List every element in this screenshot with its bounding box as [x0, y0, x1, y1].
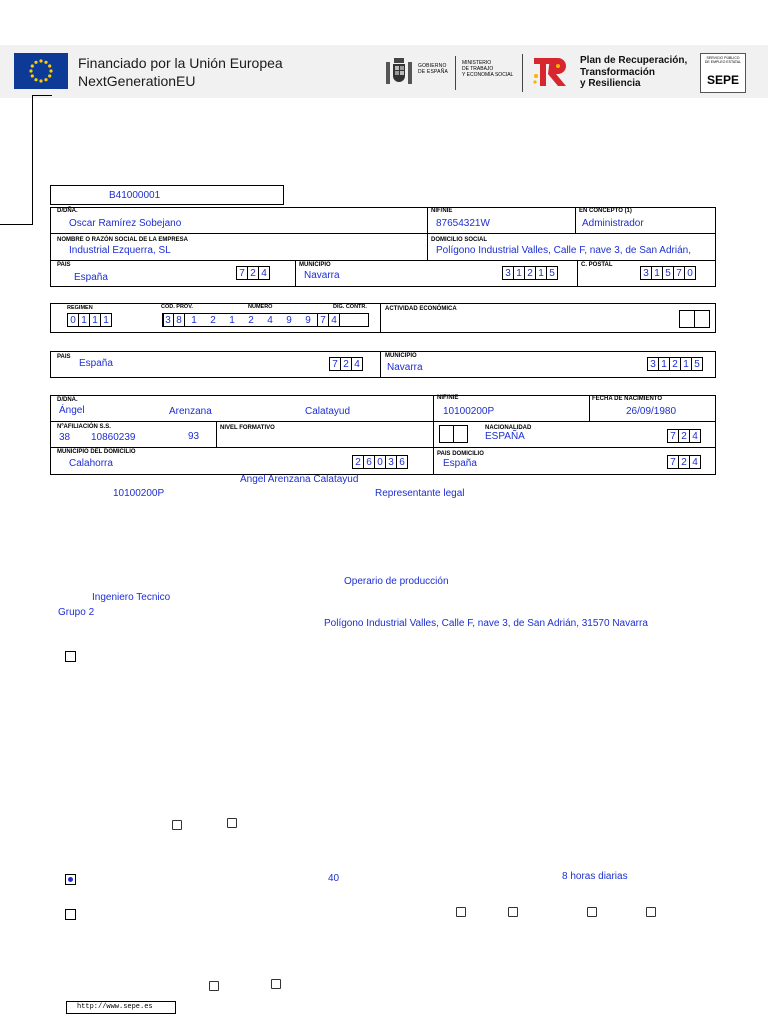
nacionalidad-cells[interactable] — [668, 429, 701, 443]
paisdom-value[interactable]: España — [443, 458, 477, 469]
code-cell: 5 — [662, 266, 674, 280]
trab-nombre[interactable]: Ángel — [59, 405, 85, 416]
checkbox[interactable] — [65, 651, 76, 662]
code-cell: 1 — [222, 313, 242, 327]
code-cell: 7 — [317, 313, 329, 327]
margin-rule — [32, 95, 33, 225]
municipio-label: MUNICIPIO — [299, 262, 331, 268]
eu-title-line2: NextGenerationEU — [78, 73, 196, 89]
code-cell: 3 — [162, 313, 174, 327]
centro-pais-value[interactable]: España — [79, 358, 113, 369]
razon-value[interactable]: Industrial Ezquerra, SL — [69, 245, 171, 256]
centro-section — [50, 351, 716, 378]
digcontr-label: DIG. CONTR. — [333, 304, 367, 310]
centro-pais-cells[interactable] — [330, 357, 363, 371]
horas-dia-value[interactable]: 8 horas diarias — [562, 871, 628, 882]
code-cell: 5 — [691, 357, 703, 371]
ccc-section — [50, 303, 716, 333]
trab-dona-label: D/DÑA. — [57, 397, 78, 403]
code-cell: 6 — [363, 455, 375, 469]
concepto-value[interactable]: Administrador — [582, 218, 644, 229]
puesto-value[interactable]: Operario de producción — [344, 576, 449, 587]
checkbox[interactable] — [65, 909, 76, 920]
col-divider — [433, 395, 434, 475]
mun-domicilio-value[interactable]: Calahorra — [69, 458, 113, 469]
sepe-sub-line1: SERVICIO PÚBLICO — [706, 56, 740, 60]
code-cell: 3 — [502, 266, 514, 280]
checkbox[interactable] — [646, 907, 656, 917]
plan-line1: Plan de Recuperación, — [580, 55, 688, 66]
code-cell: 1 — [78, 313, 90, 327]
municipio-code-cells[interactable] — [503, 266, 558, 280]
numero-label: NÚMERO — [248, 304, 273, 310]
cpostal-cells[interactable] — [641, 266, 696, 280]
cpostal-label: C. POSTAL — [581, 262, 613, 268]
code-cell: 6 — [396, 455, 408, 469]
nacimiento-label: FECHA DE NACIMIENTO — [592, 396, 663, 402]
row-divider — [50, 421, 716, 422]
code-cell: 1 — [680, 357, 692, 371]
gobierno-line2: DE ESPAÑA — [418, 69, 449, 75]
ministerio-line3: Y ECONOMÍA SOCIAL — [462, 72, 514, 78]
ministerio-text — [462, 60, 513, 78]
regimen-cells[interactable] — [68, 313, 112, 327]
nacionalidad-value[interactable]: ESPAÑA — [485, 431, 525, 442]
checkbox[interactable] — [587, 907, 597, 917]
afiliacion-part2[interactable]: 10860239 — [91, 432, 136, 443]
direccion-value[interactable]: Polígono Industrial Valles, Calle F, nave 3, de San Adrián, 31570 Navarra — [324, 618, 648, 629]
centro-municipio-cells[interactable] — [648, 357, 703, 371]
row-divider — [50, 260, 716, 261]
code-cell: 4 — [258, 266, 270, 280]
titulacion-value[interactable]: Ingeniero Tecnico — [92, 592, 171, 603]
firmante-value[interactable]: Angel Arenzana Calatayud — [240, 474, 359, 485]
code-cell — [439, 425, 454, 443]
code-value: B41000001 — [109, 190, 161, 201]
footer-url[interactable]: http://www.sepe.es — [66, 1001, 176, 1014]
gobierno-line1: GOBIERNO — [418, 63, 447, 69]
code-cell: 0 — [67, 313, 79, 327]
checkbox-checked[interactable] — [65, 874, 76, 885]
grupo-value[interactable]: Grupo 2 — [58, 607, 95, 618]
code-cell: 3 — [647, 357, 659, 371]
code-cell: 9 — [279, 313, 299, 327]
code-cell: 7 — [329, 357, 341, 371]
checkbox[interactable] — [508, 907, 518, 917]
code-cell: 4 — [328, 313, 340, 327]
dona-value[interactable]: Oscar Ramírez Sobejano — [69, 218, 182, 229]
col-divider — [427, 207, 428, 260]
code-cell: 7 — [673, 266, 685, 280]
code-cell: 3 — [640, 266, 652, 280]
checkbox[interactable] — [172, 820, 182, 830]
col-divider — [577, 260, 578, 287]
code-cell: 8 — [173, 313, 185, 327]
eu-funding-title — [78, 54, 283, 90]
prtr-logo-icon — [530, 54, 570, 90]
row-divider — [50, 447, 716, 448]
code-cell: 1 — [535, 266, 547, 280]
centro-municipio-value[interactable]: Navarra — [387, 362, 423, 373]
code-cell: 4 — [260, 313, 280, 327]
code-cell: 4 — [689, 455, 701, 469]
code-cell: 9 — [298, 313, 318, 327]
ccc-cells[interactable] — [163, 313, 340, 327]
code-cell: 2 — [678, 455, 690, 469]
code-cell: 2 — [678, 429, 690, 443]
concepto-label: EN CONCEPTO (1) — [579, 208, 632, 214]
header-divider — [455, 56, 456, 90]
afiliacion-part3[interactable]: 93 — [188, 431, 200, 442]
code-cell: 1 — [184, 313, 204, 327]
spain-coat-of-arms-icon — [384, 56, 414, 88]
code-cell — [679, 310, 695, 328]
code-cell: 1 — [89, 313, 101, 327]
code-cell: 1 — [100, 313, 112, 327]
eu-flag-icon — [14, 53, 68, 89]
nacimiento-value[interactable]: 26/09/1980 — [626, 406, 677, 417]
gobierno-text — [418, 63, 448, 75]
codprov-label: COD. PROV. — [161, 304, 193, 310]
sepe-sub-line2: DE EMPLEO ESTATAL — [704, 60, 742, 64]
code-cell: 2 — [203, 313, 223, 327]
code-cell: 7 — [667, 455, 679, 469]
plan-line3: y Resiliencia — [580, 78, 641, 89]
col-divider — [380, 303, 381, 333]
municipio-value[interactable]: Navarra — [304, 270, 340, 281]
code-cell: 3 — [385, 455, 397, 469]
code-cell: 2 — [669, 357, 681, 371]
code-cell: 4 — [689, 429, 701, 443]
paisdom-cells[interactable] — [668, 455, 701, 469]
paisdom-label: PAIS DOMICILIO — [437, 451, 484, 457]
code-cell: 0 — [374, 455, 386, 469]
mun-domicilio-label: MUNICIPIO DEL DOMICILIO — [57, 449, 136, 455]
centro-municipio-label: MUNICIPIO — [385, 353, 417, 359]
trab-apellido2[interactable]: Calatayud — [305, 406, 351, 417]
actividad-cells[interactable] — [680, 310, 710, 328]
col-divider — [216, 421, 217, 447]
trab-nif-label: NIF/NIE — [437, 395, 459, 401]
col-divider — [589, 395, 590, 421]
eu-title-line1: Financiado por la Unión Europea — [78, 55, 283, 71]
margin-rule — [0, 224, 33, 225]
col-divider — [295, 260, 296, 287]
margin-rule — [32, 95, 52, 96]
plan-line2: Transformación — [580, 66, 656, 78]
afiliacion-label: NºAFILIACIÓN S.S. — [57, 424, 111, 430]
col-divider — [380, 351, 381, 378]
nif-value[interactable]: 87654321W — [436, 218, 490, 229]
dona-label: D/DÑA. — [57, 208, 78, 214]
code-cell: 7 — [667, 429, 679, 443]
trab-nif-value[interactable]: 10100200P — [443, 406, 495, 417]
checkbox[interactable] — [456, 907, 466, 917]
representante-value[interactable]: Representante legal — [375, 488, 465, 499]
code-cell: 1 — [651, 266, 663, 280]
sepe-label: SEPE — [706, 73, 739, 87]
code-cell: 2 — [524, 266, 536, 280]
trab-apellido1[interactable]: Arenzana — [169, 406, 212, 417]
mun-domicilio-cells[interactable] — [353, 455, 408, 469]
pais-value[interactable]: España — [74, 272, 108, 283]
code-box[interactable] — [50, 185, 284, 205]
code-cell: 2 — [352, 455, 364, 469]
plan-recuperacion-title — [580, 55, 687, 90]
code-cell: 1 — [513, 266, 525, 280]
nacionalidad-label: NACIONALIDAD — [485, 425, 532, 431]
code-cell: 1 — [658, 357, 670, 371]
checkbox[interactable] — [271, 979, 281, 989]
checkbox[interactable] — [227, 818, 237, 828]
nivel-cells[interactable] — [440, 425, 468, 443]
nivel-label: NIVEL FORMATIVO — [220, 425, 275, 431]
firmante-nif-value[interactable]: 10100200P — [113, 488, 165, 499]
centro-pais-label: PAIS — [57, 354, 71, 360]
code-cell: 2 — [340, 357, 352, 371]
sepe-subtitle — [703, 56, 743, 64]
pais-code-cells[interactable] — [237, 266, 270, 280]
checkbox[interactable] — [209, 981, 219, 991]
pais-label: PAIS — [57, 262, 71, 268]
regimen-label: REGIMEN — [67, 305, 93, 311]
row-divider — [50, 233, 716, 234]
nif-label: NIF/NIE — [431, 208, 453, 214]
code-cell: 4 — [351, 357, 363, 371]
header-divider — [522, 54, 523, 92]
code-cell: 7 — [236, 266, 248, 280]
actividad-label: ACTIVIDAD ECONÓMICA — [385, 306, 457, 312]
domicilio-value[interactable]: Polígono Industrial Valles, Calle F, nave 3, de San Adrián, — [436, 245, 691, 256]
code-cell: 5 — [546, 266, 558, 280]
code-cell — [453, 425, 468, 443]
ministerio-line2: DE TRABAJO — [462, 66, 494, 72]
code-cell: 0 — [684, 266, 696, 280]
horas-semana-value[interactable]: 40 — [328, 873, 340, 884]
ministerio-line1: MINISTERIO — [462, 60, 492, 66]
code-cell: 2 — [247, 266, 259, 280]
domicilio-label: DOMICILIO SOCIAL — [431, 237, 487, 243]
code-cell: 2 — [241, 313, 261, 327]
razon-label: NOMBRE O RAZÓN SOCIAL DE LA EMPRESA — [57, 237, 189, 243]
col-divider — [575, 207, 576, 233]
afiliacion-part1[interactable]: 38 — [59, 432, 71, 443]
code-cell — [694, 310, 710, 328]
